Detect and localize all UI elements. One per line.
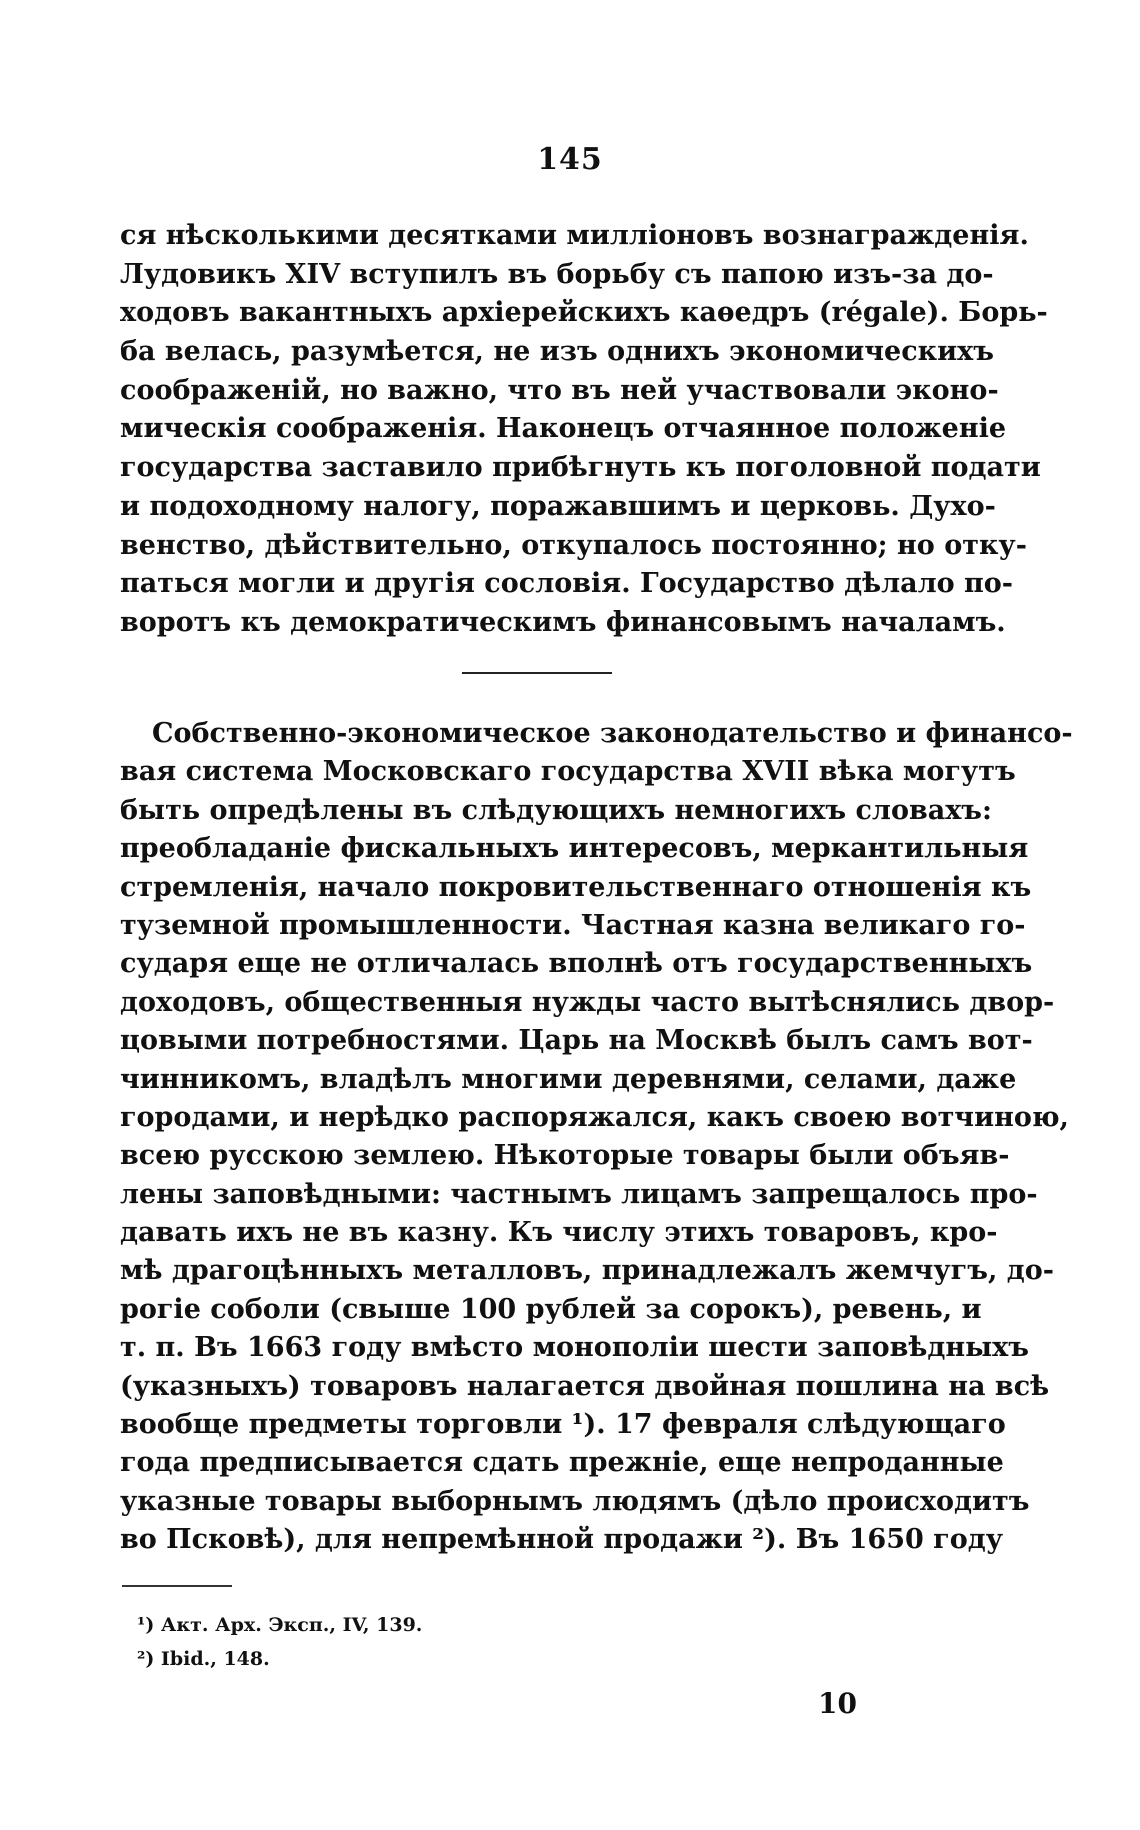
text-line: вая система Московскаго государства XVII вѣка могутъ (120, 756, 1016, 788)
text-line: мѣ драгоцѣнныхъ металловъ, принадлежалъ жемчугъ, до- (120, 1255, 1054, 1287)
text-line: рогіе соболи (свыше 100 рублей за сорокъ), ревень, и (120, 1293, 982, 1325)
section-divider (462, 672, 612, 674)
signature-mark: 10 (818, 1687, 857, 1720)
paragraph-2 (120, 715, 1073, 1560)
text-line: быть опредѣлены въ слѣдующихъ немногихъ словахъ: (120, 794, 992, 826)
text-line: доходовъ, общественныя нужды часто вытѣснялись двор- (120, 986, 1055, 1018)
text-line: преобладаніе фискальныхъ интересовъ, меркантильныя (120, 833, 1029, 865)
text-line: и подоходному налогу, поражавшимъ и церковь. Духо- (120, 490, 996, 522)
text-line: городами, и нерѣдко распоряжался, какъ своею вотчиною, (120, 1101, 1069, 1133)
text-line: паться могли и другія сословія. Государство дѣлало по- (120, 568, 1014, 600)
text-line: лены заповѣдными: частнымъ лицамъ запрещалось про- (120, 1178, 1038, 1210)
text-line: воротъ къ демократическимъ финансовымъ началамъ. (120, 606, 1006, 638)
text-line: государства заставило прибѣгнуть къ поголовной подати (120, 452, 1041, 484)
text-line: цовыми потребностями. Царь на Москвѣ былъ самъ вот- (120, 1025, 1033, 1057)
text-line: соображеній, но важно, что въ ней участвовали эконо- (120, 374, 999, 406)
text-line: (указныхъ) товаровъ налагается двойная пошлина на всѣ (120, 1370, 1050, 1402)
footnote: ¹) Акт. Арх. Эксп., IV, 139. (137, 1614, 423, 1636)
text-line: года предписывается сдать прежніе, еще непроданные (120, 1447, 1004, 1479)
text-line: Собственно-экономическое законодательство и финансо- (152, 718, 1073, 749)
paragraph-1 (120, 217, 1048, 643)
text-line: давать ихъ не въ казну. Къ числу этихъ товаровъ, кро- (120, 1217, 998, 1249)
text-line: ходовъ вакантныхъ архіерейскихъ каѳедръ (régale). Борь- (120, 297, 1048, 329)
text-line: ся нѣсколькими десятками милліоновъ вознагражденія. (120, 220, 1029, 251)
text-line: всею русскою землею. Нѣкоторые товары были объяв- (120, 1140, 1010, 1172)
text-line: т. п. Въ 1663 году вмѣсто монополіи шести заповѣдныхъ (120, 1332, 1029, 1364)
text-line: во Псковѣ), для непремѣнной продажи ²). Въ 1650 году (120, 1524, 1004, 1556)
text-line: сударя еще не отличалась вполнѣ отъ государственныхъ (120, 948, 1033, 980)
text-line: стремленія, начало покровительственнаго отношенія къ (120, 871, 1032, 903)
text-line: туземной промышленности. Частная казна великаго го- (120, 909, 1026, 941)
text-line: чинникомъ, владѣлъ многими деревнями, селами, даже (120, 1063, 1017, 1095)
footnotes (137, 1608, 737, 1676)
text-line: мическія соображенія. Наконецъ отчаянное положеніе (120, 413, 1007, 445)
footnote: ²) Ibid., 148. (137, 1648, 270, 1670)
text-line: вообще предметы торговли ¹). 17 февраля слѣдующаго (120, 1409, 1006, 1441)
footnote-rule (122, 1585, 232, 1587)
text-line: венство, дѣйствительно, откупалось постоянно; но отку- (120, 529, 1027, 561)
text-line: ба велась, разумѣется, не изъ однихъ экономическихъ (120, 336, 994, 368)
text-line: Лудовикъ XIV вступилъ въ борьбу съ папою изъ-за до- (120, 258, 994, 290)
page-number: 145 (537, 142, 603, 177)
text-line: указные товары выборнымъ людямъ (дѣло происходитъ (120, 1485, 1030, 1517)
